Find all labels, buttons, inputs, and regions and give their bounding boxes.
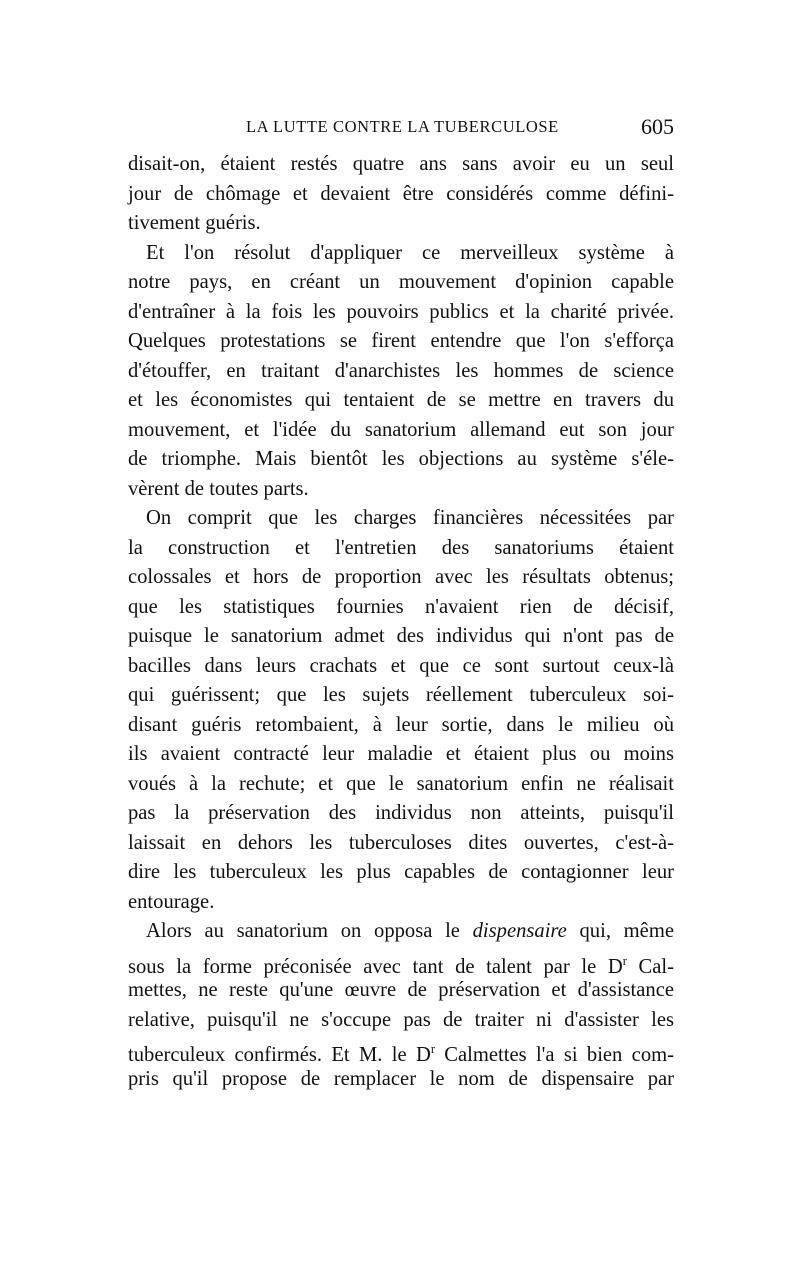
text-line: Alors au sanatorium on opposa le dispensaire qui, même [146, 920, 674, 942]
text-line: On comprit que les charges financières nécessitées par [146, 507, 674, 529]
text-line: voués à la rechute; et que le sanatorium enfin ne réalisait [128, 772, 674, 795]
text-line: puisque le sanatorium admet des individus qui n'ont pas de [128, 625, 674, 647]
text-line: pris qu'il propose de remplacer le nom de dispensaire par [128, 1067, 674, 1090]
text-line: d'étouffer, en traitant d'anarchistes les hommes de science [128, 359, 674, 382]
text-line: mettes, ne reste qu'une œuvre de préservation et d'assistance [128, 979, 674, 1001]
text-line: disait-on, étaient restés quatre ans sans avoir eu un seul [128, 153, 674, 175]
running-header [128, 112, 674, 142]
text-line: ils avaient contracté leur maladie et étaient plus ou moins [128, 743, 674, 765]
text-line: Et l'on résolut d'appliquer ce merveilleux système à [146, 241, 674, 264]
text-line: mouvement, et l'idée du sanatorium allemand eut son jour [128, 418, 674, 441]
text-line: la construction et l'entretien des sanatoriums étaient [128, 536, 674, 559]
text-line: disant guéris retombaient, à leur sortie, dans le milieu où [128, 713, 674, 736]
text-line: et les économistes qui tentaient de se mettre en travers du [128, 389, 674, 411]
text-line: vèrent de toutes parts. [128, 477, 309, 500]
text-line: bacilles dans leurs crachats et que ce sont surtout ceux-là [128, 654, 674, 677]
text-line: dire les tuberculeux les plus capables de contagionner leur [128, 861, 674, 883]
text-line: tuberculeux confirmés. Et M. le $D^r$ Calmettes l'a si bien com- [128, 1042, 674, 1066]
text-line: sous la forme préconisée avec tant de talent par le $D^r$ Cal- [128, 953, 675, 978]
text-line: jour de chômage et devaient être considérés comme défini- [128, 182, 674, 205]
text-line: colossales et hors de proportion avec les résultats obtenus; [128, 566, 674, 588]
text-line: d'entraîner à la fois les pouvoirs publics et la charité privée. [128, 300, 674, 323]
text-line: entourage. [128, 890, 215, 913]
text-line: pas la préservation des individus non atteints, puisqu'il [128, 802, 674, 824]
page-number: 605 [641, 114, 674, 139]
text-line: laissait en dehors les tuberculoses dites ouvertes, c'est-à- [128, 831, 674, 854]
text-line: que les statistiques fournies n'avaient rien de décisif, [128, 595, 674, 618]
body-text [128, 150, 674, 1094]
text-line: relative, puisqu'il ne s'occupe pas de traiter ni d'assister les [128, 1008, 674, 1031]
text-line: Quelques protestations se firent entendre que l'on s'efforça [128, 330, 674, 352]
text-line: notre pays, en créant un mouvement d'opinion capable [128, 271, 674, 293]
text-line: de triomphe. Mais bientôt les objections au système s'éle- [128, 448, 674, 470]
text-line: qui guérissent; que les sujets réellement tuberculeux soi- [128, 684, 674, 706]
running-title: LA LUTTE CONTRE LA TUBERCULOSE [246, 117, 559, 136]
text-line: tivement guéris. [128, 212, 261, 234]
